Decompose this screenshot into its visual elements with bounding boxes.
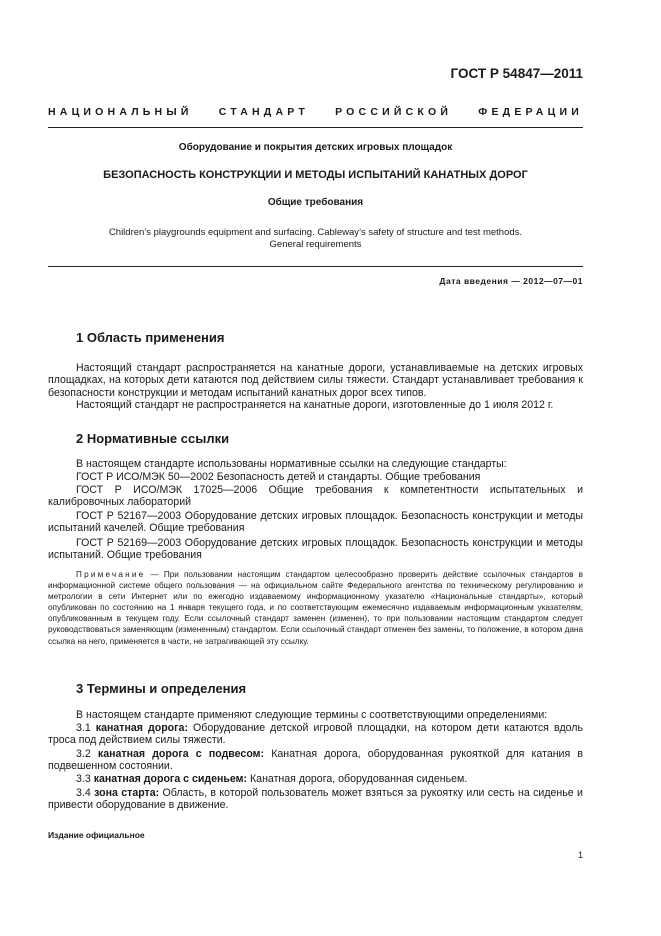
section-2-heading: 2 Нормативные ссылки — [76, 431, 230, 446]
section-1-paragraph: Настоящий стандарт не распространяется на канатные дороги, изготовленные до 1 июля 2012 г. — [76, 399, 554, 411]
document-title: БЕЗОПАСНОСТЬ КОНСТРУКЦИИ И МЕТОДЫ ИСПЫТАНИЙ КАНАТНЫХ ДОРОГ — [103, 169, 528, 181]
section-2-intro: В настоящем стандарте использованы нормативные ссылки на следующие стандарты: — [76, 458, 507, 470]
reference-item: ГОСТ Р ИСО/МЭК 17025—2006 Общие требования к компетентности испытательных и калибровочных лабораторий — [48, 484, 583, 509]
term-definition — [48, 722, 583, 747]
term-definition — [48, 748, 583, 773]
term-name: канатная дорога с сиденьем: — [93, 773, 248, 785]
term-number: 3.2 — [76, 748, 91, 760]
section-3-heading: 3 Термины и определения — [76, 681, 247, 696]
term-text: Область, в которой пользователь может взяться за рукоятку или сесть на сиденье и привести оборудование в движение. — [48, 787, 583, 812]
english-title-line1: Children’s playgrounds equipment and surfacing. Cableway’s safety of structure and test methods. — [108, 227, 523, 238]
banner-word: НАЦИОНАЛЬНЫЙ — [48, 106, 193, 118]
term-definition — [48, 773, 583, 785]
note-label: Примечание — [76, 570, 146, 579]
term-text: Оборудование детской игровой площадки, на котором дети катаются вдоль троса под действием силы тяжести. — [48, 722, 583, 747]
header-divider — [48, 127, 583, 128]
term-text: Канатная дорога, оборудованная сиденьем. — [250, 773, 468, 785]
references-note — [48, 569, 583, 647]
term-name: канатная дорога: — [95, 722, 188, 734]
title-divider — [48, 266, 583, 267]
term-number: 3.1 — [76, 722, 91, 734]
term-number: 3.4 — [76, 787, 91, 799]
banner-word: ФЕДЕРАЦИИ — [478, 106, 583, 118]
document-subtitle: Оборудование и покрытия детских игровых площадок — [178, 142, 453, 153]
term-number: 3.3 — [76, 773, 91, 785]
banner-word: СТАНДАРТ — [218, 106, 309, 118]
banner-word: РОССИЙСКОЙ — [335, 106, 453, 118]
reference-item: ГОСТ Р 52169—2003 Оборудование детских игровых площадок. Безопасность конструкции и методы испытаний. Общие требования — [48, 537, 583, 562]
introduction-date: Дата введения — 2012—07—01 — [439, 276, 583, 286]
note-text: — При пользовании настоящим стандартом целесообразно проверить действие ссылочных стандартов в информационной системе общего пользования — на официальном сайте Федерального агентства по техническому регулированию и метрологии в сети Интернет или по ежегодно издаваемому информационному указателю «Национальные стандарты», который опубликован по состоянию на 1 января текущего года, и по соответствующим ежемесячно издаваемым информационным указателям, опубликованным в текущем году. Если ссылочный стандарт заменен (изменен), то при пользовании настоящим стандартом следует руководствоваться заменяющим (измененным) стандартом. Если ссылочный стандарт отменен без замены, то положение, в котором дана ссылка на него, применяется в части, не затрагивающей эту ссылку. — [48, 570, 583, 646]
page-number: 1 — [577, 850, 583, 860]
document-code: ГОСТ Р 54847—2011 — [450, 66, 583, 81]
english-title-line2: General requirements — [269, 239, 362, 250]
term-definition — [48, 787, 583, 812]
section-1-heading: 1 Область применения — [76, 330, 225, 345]
document-subtitle-general: Общие требования — [267, 197, 364, 208]
section-1-paragraph: Настоящий стандарт распространяется на канатные дороги, устанавливаемые на детских игровых площадках, на которых дети катаются под действием силы тяжести. Стандарт устанавливает требования к безопасности конструкции и методам испытаний канатных дорог всех типов. — [48, 362, 583, 399]
edition-label: Издание официальное — [48, 830, 145, 840]
section-3-intro: В настоящем стандарте применяют следующие термины с соответствующими определениями: — [76, 709, 548, 721]
term-name: канатная дорога с подвесом: — [97, 748, 265, 760]
reference-item: ГОСТ Р 52167—2003 Оборудование детских игровых площадок. Безопасность конструкции и методы испытаний качелей. Общие требования — [48, 510, 583, 535]
term-name: зона старта: — [94, 787, 160, 799]
term-text: Канатная дорога, оборудованная рукояткой для катания в подвешенном состоянии. — [48, 748, 583, 773]
national-standard-banner — [48, 106, 583, 118]
reference-item: ГОСТ Р ИСО/МЭК 50—2002 Безопасность детей и стандарты. Общие требования — [76, 471, 481, 483]
